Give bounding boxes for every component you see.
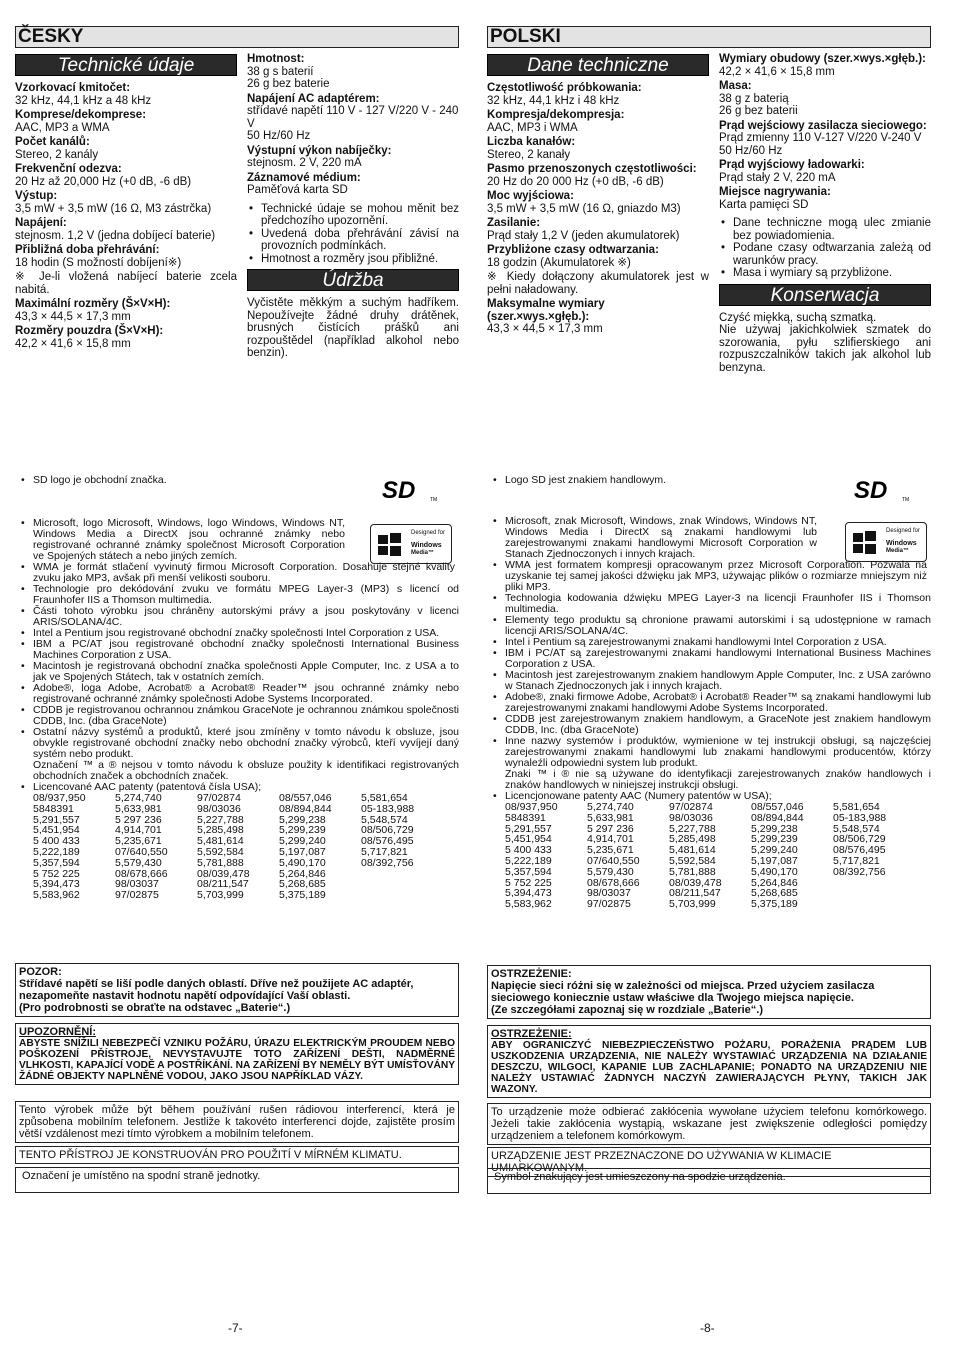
patent-number: 97/02875 bbox=[115, 889, 159, 902]
patent-number: 5,268,685 bbox=[751, 887, 798, 900]
patent-number: 5,299,240 bbox=[751, 844, 798, 857]
patent-number: 5,581,654 bbox=[833, 801, 880, 813]
care-text: Vyčistěte měkkým a suchým hadříkem. Nepoužívejte žádné druhy drátěnek, brusných čistících prášků ani rozpouštědel (například alkohol nebo benzin). bbox=[247, 297, 459, 359]
patent-number: 5,227,788 bbox=[669, 822, 716, 835]
trademark-item: • Elementy tego produktu są chronione prawami autorskimi i są udostępnione w ramach licencji ARIS/SOLANA/4C. bbox=[487, 615, 931, 637]
trademark-item: • Microsoft, znak Microsoft, Windows, znak Windows, Windows NT, Windows Media i DirectX są znakami handlowymi lub zarejestrowanymi znakami handlowymi Microsoft Corporation w Stanach Zjednoczonych i innych krajach. bbox=[487, 516, 817, 560]
spec-label: Výstupní výkon nabíječky: bbox=[247, 144, 392, 157]
spec-label: Miejsce nagrywania: bbox=[719, 186, 831, 198]
patent-number: 5,222,189 bbox=[505, 854, 552, 867]
patent-number: 5,490,170 bbox=[279, 856, 326, 869]
interference-box: Tento výrobek může být během používání rušen rádiovou interferencí, která je způsobena mobilním telefonem. Jestliže k takovéto interferenci dojde, zajistěte prosím větší vzdálenost mezi tímto výrobkem a mobilním telefonem. bbox=[15, 1101, 459, 1143]
spec-notes bbox=[247, 203, 459, 266]
caution-box: POZOR: Střídavé napětí se liší podle daných oblastí. Dříve než použijete AC adaptér, nezapomeňte nastavit hodnotu napětí odpovídající Vaší oblasti. (Pro podrobnosti se obraťte na odstavec „Baterie“.) bbox=[15, 963, 459, 1017]
trademark-item: • Inne nazwy systemów i produktów, wymienione w tej instrukcji obsługi, są najczęściej zarejestrowanymi znakami handlowymi lub znakami handlowymi producentów, którzy wynaleźli odpowiedni system lub produkt. Znaki ™ i ® nie są używane do identyfikacji zarejestrowanych znaków handlowych i znaków handlowych w niniejszej instrukcji obsługi. bbox=[487, 736, 931, 791]
spec-list bbox=[719, 53, 931, 211]
trademark-item: • CDDB jest zarejestrowanym znakiem handlowym, a GraceNote jest znakiem handlowym CDDB, Inc. (dba GraceNote) bbox=[487, 714, 931, 736]
patent-number: 08/039,478 bbox=[197, 867, 250, 880]
trademark-item: • Macintosh je registrovaná obchodní značka společnosti Apple Computer, Inc. z USA a to jak ve Spojených Státech, tak v ostatních zemích. bbox=[15, 661, 459, 683]
patent-number: 4,914,701 bbox=[115, 824, 162, 837]
trademark-item: • Intel a Pentium jsou registrované obchodní značky společnosti Intel Corporation z USA. bbox=[15, 628, 459, 639]
spec-label: Liczba kanałów: bbox=[487, 136, 576, 148]
patent-number: 5,235,671 bbox=[115, 835, 162, 848]
trademark-item: • WMA je formát stlačení vyvinutý firmou Microsoft Corporation. Dosahuje stejné kvality zvuku jako MP3, avšak při menší velikosti souboru. bbox=[15, 562, 455, 584]
trademark-item: • IBM i PC/AT są zarejestrowanymi znakami handlowymi International Business Machines Corporation z USA. bbox=[487, 648, 931, 670]
trademark-item: • Technologie pro dekódování zvuku ve formátu MPEG Layer-3 (MP3) s licencí od Fraunhofer IIS a Thomson multimedia. bbox=[15, 584, 459, 606]
patent-number: 5,781,888 bbox=[669, 865, 716, 878]
warnings-pl bbox=[487, 965, 931, 1205]
spec-label: Wymiary obudowy (szer.×wys.×głęb.): bbox=[719, 53, 926, 65]
spec-value: 32 kHz, 44,1 kHz a 48 kHz bbox=[15, 94, 152, 107]
patent-number: 08/894,844 bbox=[279, 802, 332, 815]
spec-title: Dane techniczne bbox=[487, 54, 709, 76]
patent-number: 5,781,888 bbox=[197, 856, 244, 869]
patent-number: 5,583,962 bbox=[505, 898, 552, 911]
interference-box: To urządzenie może odbierać zakłócenia wywołane użyciem telefonu komórkowego. Jeżeli takie zakłócenia wystąpią, wskazane jest zwiększenie odległości pomiędzy urządzeniem a telefonem komórkowym. bbox=[487, 1103, 931, 1145]
patent-number: 5,222,189 bbox=[33, 845, 80, 858]
patent-number: 5,299,238 bbox=[751, 822, 798, 835]
spec-label: Moc wyjściowa: bbox=[487, 190, 574, 202]
trademarks-pl bbox=[487, 470, 931, 950]
svg-text:TM: TM bbox=[902, 497, 910, 502]
spec-label: Komprese/dekomprese: bbox=[15, 109, 147, 121]
patent-number: 5,581,654 bbox=[361, 792, 408, 804]
patent-number: 5,375,189 bbox=[751, 898, 798, 911]
patent-number: 5848391 bbox=[33, 802, 74, 815]
patent-number: 5,285,498 bbox=[197, 824, 244, 837]
spec-value: AAC, MP3 i WMA bbox=[487, 121, 578, 134]
patent-row bbox=[33, 890, 443, 901]
patent-number: 5,481,614 bbox=[197, 835, 244, 848]
patent-number bbox=[361, 869, 443, 880]
patent-number: 5 297 236 bbox=[115, 813, 162, 826]
spec-label: Počet kanálů: bbox=[15, 136, 90, 148]
patent-number: 5,592,584 bbox=[669, 854, 716, 867]
patent-number: 08/506,729 bbox=[833, 833, 886, 846]
patent-number: 08/576,495 bbox=[361, 835, 414, 848]
trademark-item: • Technologia kodowania dźwięku MPEG Layer-3 na licencji Fraunhofer IIS i Thomson multimedia. bbox=[487, 593, 931, 615]
spec-label: Frekvenční odezva: bbox=[15, 163, 122, 175]
patent-row bbox=[33, 804, 443, 815]
trademark-item: • CDDB je registrovanou ochrannou známkou GraceNote je ochrannou známkou společnosti CDDB, Inc. (dba GraceNote) bbox=[15, 705, 459, 727]
patent-number: 08/392,756 bbox=[361, 856, 414, 869]
svg-text:SD: SD bbox=[854, 477, 888, 502]
spec-area bbox=[487, 54, 931, 454]
windows-media-logo-icon: Designed for Windows Media™ bbox=[370, 524, 452, 564]
spec-label: Prąd wejściowy zasilacza sieciowego: bbox=[719, 119, 927, 132]
spec-column-b bbox=[719, 52, 931, 374]
spec-title: Technické údaje bbox=[15, 54, 237, 76]
patent-number: 5,264,846 bbox=[279, 867, 326, 880]
patent-number: 5,357,594 bbox=[33, 856, 80, 869]
trademark-item: • Části tohoto výrobku jsou chráněny autorskými právy a jsou poskytovány v licenci ARIS/SOLANA/4C. bbox=[15, 606, 459, 628]
trademarks-cz bbox=[15, 470, 459, 950]
spec-label: Częstotliwość próbkowania: bbox=[487, 82, 642, 94]
spec-value: 42,2 × 41,6 × 15,8 mm bbox=[15, 337, 131, 350]
spec-column-a bbox=[15, 54, 237, 352]
patent-row bbox=[505, 813, 915, 824]
care-text: Czyść miękką, suchą szmatką. Nie używaj jakichkolwiek szmatek do szorowania, pyłu szlifierskiego ani rozpuszczalników takich jak alkohol lub benzyna. bbox=[719, 311, 931, 374]
patent-number: 08/678,666 bbox=[115, 867, 168, 880]
climate-box: URZĄDZENIE JEST PRZEZNACZONE DO UŻYWANIA W KLIMACIE UMIARKOWANYM. bbox=[487, 1147, 931, 1177]
patent-number: 5,490,170 bbox=[751, 865, 798, 878]
patent-number: 5,394,473 bbox=[505, 887, 552, 900]
spec-note: • Technické údaje se mohou měnit bez předchozího upozornění. bbox=[247, 203, 459, 228]
sd-logo-icon bbox=[852, 476, 912, 502]
patent-number: 5,197,087 bbox=[279, 845, 326, 858]
patent-row bbox=[505, 899, 915, 910]
patent-number: 5,451,954 bbox=[33, 824, 80, 837]
patent-number: 08/678,666 bbox=[587, 876, 640, 889]
spec-value: 38 g z baterią 26 g bez baterii bbox=[719, 92, 798, 117]
patent-number: 98/03037 bbox=[587, 887, 631, 900]
patent-number: 5,703,999 bbox=[197, 889, 244, 902]
patent-number: 5,357,594 bbox=[505, 865, 552, 878]
spec-value: Stereo, 2 kanály bbox=[15, 148, 99, 161]
trademark-list bbox=[487, 516, 931, 910]
spec-value: ※ Kiedy dołączony akumulatorek jest w pełni naładowany. bbox=[487, 271, 709, 296]
patent-number: 08/211,547 bbox=[197, 878, 249, 891]
spec-label: Maximální rozměry (Š×V×H): bbox=[15, 298, 171, 310]
spec-value: 42,2 × 41,6 × 15,8 mm bbox=[719, 65, 835, 78]
trademark-item: • Intel i Pentium są zarejestrowanymi znakami handlowymi Intel Corporation z USA. bbox=[487, 637, 931, 648]
spec-value: Prąd stały 2 V, 220 mA bbox=[719, 171, 836, 184]
spec-label: Prąd wyjściowy ładowarki: bbox=[719, 159, 865, 171]
patent-number: 5848391 bbox=[505, 811, 546, 824]
patent-number: 5 297 236 bbox=[587, 822, 634, 835]
trademark-item: • Adobe®, loga Adobe, Acrobat® a Acrobat® Reader™ jsou ochranné známky nebo registrované ochranné známky společnosti Adobe Systems Incorporated. bbox=[15, 683, 459, 705]
patent-number: 97/02874 bbox=[669, 801, 713, 813]
patent-number: 08/211,547 bbox=[669, 887, 721, 900]
spec-column-b bbox=[247, 52, 459, 360]
spec-label: Přibližná doba přehrávání: bbox=[15, 244, 160, 256]
spec-value: 3,5 mW + 3,5 mW (16 Ω, M3 zástrčka) bbox=[15, 202, 212, 215]
spec-label: Masa: bbox=[719, 80, 752, 92]
patent-number: 5 400 433 bbox=[33, 835, 80, 848]
patent-number: 5,299,239 bbox=[751, 833, 798, 846]
patent-number bbox=[833, 878, 915, 889]
patent-number: 5,592,584 bbox=[197, 845, 244, 858]
page-number: -8- bbox=[700, 1321, 715, 1335]
patent-number: 5,291,557 bbox=[505, 822, 552, 835]
patent-number: 5,264,846 bbox=[751, 876, 798, 889]
trademark-item: • Macintosh jest zarejestrowanym znakiem handlowym Apple Computer, Inc. z USA zarówno w Stanach Zjednoczonych jak i innych krajach. bbox=[487, 670, 931, 692]
language-header: POLSKI bbox=[487, 26, 931, 48]
spec-notes bbox=[719, 217, 931, 280]
patent-number: 4,914,701 bbox=[587, 833, 634, 846]
patent-row bbox=[33, 858, 443, 869]
spec-list bbox=[247, 53, 459, 197]
spec-value: 38 g s baterií 26 g bez baterie bbox=[247, 65, 330, 90]
spec-value: střídavé napětí 110 V - 127 V/220 V - 240 V 50 Hz/60 Hz bbox=[247, 105, 459, 142]
spec-label: Napájení: bbox=[15, 217, 67, 229]
patent-number: 5,227,788 bbox=[197, 813, 244, 826]
patent-number: 5,548,574 bbox=[833, 822, 880, 835]
patent-number: 5 752 225 bbox=[505, 876, 552, 889]
patent-number: 5,717,821 bbox=[833, 854, 880, 867]
spec-value: ※ Je-li vložená nabíjecí baterie zcela nabitá. bbox=[15, 271, 237, 296]
patent-number: 97/02874 bbox=[197, 792, 241, 804]
care-title: Údržba bbox=[247, 269, 459, 291]
patent-number: 08/039,478 bbox=[669, 876, 722, 889]
spec-label: Vzorkovací kmitočet: bbox=[15, 82, 131, 94]
patent-number: 08/937,950 bbox=[33, 792, 86, 804]
spec-column-a bbox=[487, 54, 709, 338]
patent-number: 5,548,574 bbox=[361, 813, 408, 826]
patent-number: 08/557,046 bbox=[279, 792, 332, 804]
spec-value: 3,5 mW + 3,5 mW (16 Ω, gniazdo M3) bbox=[487, 202, 681, 215]
patent-number: 5,633,981 bbox=[115, 802, 162, 815]
patent-number: 5,299,238 bbox=[279, 813, 326, 826]
patent-number: 08/392,756 bbox=[833, 865, 886, 878]
spec-value: Stereo, 2 kanały bbox=[487, 148, 571, 161]
patent-number: 98/03037 bbox=[115, 878, 159, 891]
spec-note: • Masa i wymiary są przybliżone. bbox=[719, 267, 931, 280]
spec-note: • Hmotnost a rozměry jsou přibližné. bbox=[247, 253, 459, 266]
patent-number: 08/557,046 bbox=[751, 801, 804, 813]
spec-label: Przybliżone czasy odtwarzania: bbox=[487, 244, 659, 256]
spec-value: 20 Hz až 20,000 Hz (+0 dB, -6 dB) bbox=[15, 175, 192, 188]
patent-number: 07/640,550 bbox=[587, 854, 640, 867]
patent-number bbox=[361, 890, 443, 901]
spec-label: Kompresja/dekompresja: bbox=[487, 109, 625, 121]
czech-column bbox=[15, 26, 459, 434]
spec-label: Rozměry pouzdra (Š×V×H): bbox=[15, 325, 164, 337]
spec-label: Napájení AC adaptérem: bbox=[247, 92, 380, 105]
patent-number: 5,703,999 bbox=[669, 898, 716, 911]
spec-value: AAC, MP3 a WMA bbox=[15, 121, 110, 134]
spec-value: stejnosm. 1,2 V (jedna dobíjecí baterie) bbox=[15, 229, 216, 242]
patent-number: 5,375,189 bbox=[279, 889, 326, 902]
spec-value: Prąd zmienny 110 V-127 V/220 V-240 V 50 Hz/60 Hz bbox=[719, 132, 922, 157]
spec-value: 32 kHz, 44,1 kHz i 48 kHz bbox=[487, 94, 620, 107]
patent-number: 97/02875 bbox=[587, 898, 631, 911]
trademark-item: • Ostatní názvy systémů a produktů, které jsou zmíněny v tomto návodu k obsluze, jsou obvykle registrované obchodní značky nebo obchodní značky výrobců, kteří vyvíjejí daný systém nebo produkt. Označení ™ a ® nejsou v tomto návodu k obsluze použity k identifikaci registrovaných obchodních značek a obchodních značek. bbox=[15, 727, 459, 782]
trademark-item: • Microsoft, logo Microsoft, Windows, logo Windows, Windows NT, Windows Media a DirectX jsou ochranné známky nebo registrované ochranné známky společnost Microsoft Corporation ve Spojených státech a nebo jiných zemích. bbox=[15, 518, 345, 562]
patent-number: 5,717,821 bbox=[361, 845, 408, 858]
spec-value: 20 Hz do 20 000 Hz (+0 dB, -6 dB) bbox=[487, 175, 664, 188]
spec-area bbox=[15, 54, 459, 434]
spec-value: 18 hodin (S možností dobíjení※) bbox=[15, 256, 182, 269]
page-number: -7- bbox=[228, 1321, 243, 1335]
patent-number: 5,451,954 bbox=[505, 833, 552, 846]
trademark-list bbox=[15, 518, 459, 901]
patent-number: 5,633,981 bbox=[587, 811, 634, 824]
warning-box: OSTRZEŻENIE: ABY OGRANICZYĆ NIEBEZPIECZEŃSTWO POŻARU, PORAŻENIA PRĄDEM LUB USZKODZENIA URZĄDZENIA, NIE NALEŻY WYSTAWIAĆ URZĄDZENIA NA DZIAŁANIE DESZCZU, WILGOCI, KAPANIE LUB ZACHLAPANIE; PONADTO NA URZĄDZENIU NIE NALEŻY USTAWIAĆ ŻADNYCH NACZYŃ ZAWIERAJĄCYCH PŁYNY, TAKICH JAK WAZONY. bbox=[487, 1025, 931, 1098]
marking-box: Označení je umístěno na spodní straně jednotky. bbox=[15, 1167, 459, 1193]
spec-note: • Dane techniczne mogą ulec zmianie bez powiadomienia. bbox=[719, 217, 931, 242]
climate-box: TENTO PŘÍSTROJ JE KONSTRUOVÁN PRO POUŽITÍ V MÍRNÉM KLIMATU. bbox=[15, 1146, 459, 1164]
patent-number: 5,583,962 bbox=[33, 889, 80, 902]
patent-number: 5,579,430 bbox=[115, 856, 162, 869]
spec-value: 43,3 × 44,5 × 17,3 mm bbox=[15, 310, 131, 323]
patent-number: 5,274,740 bbox=[587, 801, 634, 813]
sd-logo-icon bbox=[380, 476, 440, 502]
sd-note: • SD logo je obchodní značka. bbox=[15, 475, 355, 486]
patent-number: 5,274,740 bbox=[115, 792, 162, 804]
patent-number: 5,235,671 bbox=[587, 844, 634, 857]
spec-value: stejnosm. 2 V, 220 mA bbox=[247, 157, 362, 169]
spec-label: Hmotnost: bbox=[247, 53, 305, 65]
patent-number: 05-183,988 bbox=[361, 802, 415, 815]
patent-number bbox=[833, 899, 915, 910]
trademark-item: • Licencjonowane patenty AAC (Numery patentów w USA); bbox=[487, 791, 931, 802]
patent-table bbox=[33, 793, 443, 901]
windows-media-logo-icon: Designed for Windows Media™ bbox=[845, 522, 927, 562]
spec-label: Maksymalne wymiary (szer.×wys.×głęb.): bbox=[487, 298, 605, 323]
warning-box: UPOZORNĚNÍ: ABYSTE SNÍŽILI NEBEZPEČÍ VZNIKU POŽÁRU, ÚRAZU ELEKTRICKÝM PROUDEM NEBO POŠKOZENÍ PŘÍSTROJE, NEVYSTAVUJTE TOTO ZAŘÍZENÍ DEŠTI, NADMĚRNÉ VLHKOSTI, KAPAJÍCÍ VODĚ A POSTŘÍKÁNÍ. NA ZAŘÍZENÍ BY NEMĚLY BÝT UMÍSŤOVÁNY ŽÁDNÉ OBJEKTY NAPLNĚNÉ VODOU, JAKO JSOU NAPŘÍKLAD VÁZY. bbox=[15, 1023, 459, 1085]
spec-list bbox=[15, 82, 237, 350]
patent-number bbox=[361, 879, 443, 890]
spec-label: Zasilanie: bbox=[487, 217, 541, 229]
trademark-item: • Licencované AAC patenty (patentová čísla USA); bbox=[15, 782, 459, 793]
spec-value: Prąd stały 1,2 V (jeden akumulatorek) bbox=[487, 229, 680, 242]
warnings-cz bbox=[15, 963, 459, 1203]
spec-list bbox=[487, 82, 709, 336]
spec-note: • Podane czasy odtwarzania zależą od warunków pracy. bbox=[719, 242, 931, 267]
patent-number: 5,291,557 bbox=[33, 813, 80, 826]
spec-label: Záznamové médium: bbox=[247, 171, 361, 184]
trademark-item: • Adobe®, znaki firmowe Adobe, Acrobat® i Acrobat® Reader™ są znakami handlowymi lub zarejestrowanymi znakami handlowymi Adobe Systems Incorporated. bbox=[487, 692, 931, 714]
trademark-item: • IBM a PC/AT jsou registrované obchodní značky společnosti International Business Machines Corporation z USA. bbox=[15, 639, 459, 661]
language-header: ČESKY bbox=[15, 26, 459, 48]
spec-value: Paměťová karta SD bbox=[247, 184, 348, 196]
patent-number bbox=[833, 888, 915, 899]
patent-number: 08/506,729 bbox=[361, 824, 414, 837]
marking-box: Symbol znakujący jest umieszczony na spodzie urządzenia. bbox=[487, 1168, 931, 1194]
patent-row bbox=[505, 867, 915, 878]
patent-number: 5 752 225 bbox=[33, 867, 80, 880]
patent-number: 08/576,495 bbox=[833, 844, 886, 857]
patent-number: 5 400 433 bbox=[505, 844, 552, 857]
patent-number: 08/894,844 bbox=[751, 811, 804, 824]
patent-number: 5,481,614 bbox=[669, 844, 716, 857]
care-title: Konserwacja bbox=[719, 284, 931, 306]
sd-note: • Logo SD jest znakiem handlowym. bbox=[487, 475, 827, 486]
patent-number: 5,299,240 bbox=[279, 835, 326, 848]
patent-number: 5,299,239 bbox=[279, 824, 326, 837]
caution-box: OSTRZEŻENIE: Napięcie sieci różni się w zależności od miejsca. Przed użyciem zasilacza sieciowego koniecznie ustaw właściwe dla Twojego miejsca napięcie. (Ze szczegółami zapoznaj się w rozdziale „Baterie“.) bbox=[487, 965, 931, 1019]
spec-value: 43,3 × 44,5 × 17,3 mm bbox=[487, 323, 603, 335]
patent-number: 5,197,087 bbox=[751, 854, 798, 867]
spec-label: Pasmo przenoszonych częstotliwości: bbox=[487, 163, 697, 175]
patent-number: 98/03036 bbox=[669, 811, 713, 824]
spec-label: Výstup: bbox=[15, 190, 58, 202]
patent-number: 5,285,498 bbox=[669, 833, 716, 846]
svg-text:TM: TM bbox=[430, 497, 438, 502]
patent-number: 5,268,685 bbox=[279, 878, 326, 891]
patent-number: 05-183,988 bbox=[833, 811, 887, 824]
polish-column bbox=[487, 26, 931, 454]
spec-value: Karta pamięci SD bbox=[719, 198, 809, 211]
patent-number: 07/640,550 bbox=[115, 845, 168, 858]
patent-table bbox=[505, 802, 915, 910]
trademark-item: • WMA jest formatem kompresji opracowanym przez Microsoft Corporation. Pozwala na uzyskanie tej samej jakości dźwięku jak MP3, używając plików o rozmiarze mniejszym niż pliki MP3. bbox=[487, 560, 927, 593]
spec-note: • Uvedená doba přehrávání závisí na provozních podmínkách. bbox=[247, 228, 459, 253]
patent-number: 5,579,430 bbox=[587, 865, 634, 878]
patent-number: 08/937,950 bbox=[505, 801, 558, 813]
svg-text:SD: SD bbox=[382, 477, 416, 502]
patent-number: 98/03036 bbox=[197, 802, 241, 815]
patent-number: 5,394,473 bbox=[33, 878, 80, 891]
spec-value: 18 godzin (Akumulatorek ※) bbox=[487, 256, 631, 269]
